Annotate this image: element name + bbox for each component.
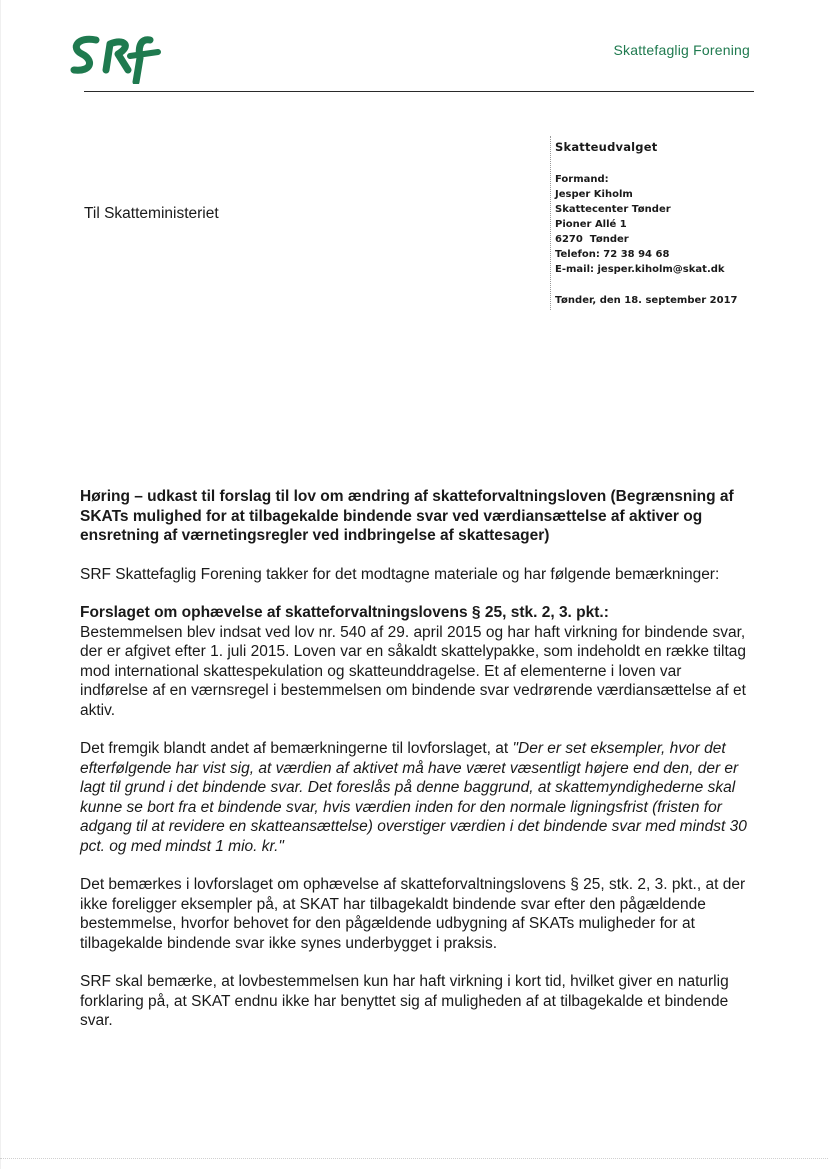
recipient: Til Skatteministeriet [84,205,219,222]
intro-paragraph: SRF Skattefaglig Forening takker for det modtagne materiale og har følgende bemærkninger: [80,565,720,583]
section-heading: Forslaget om ophævelse af skatteforvaltningslovens § 25, stk. 2, 3. pkt.: [80,604,609,621]
contact-email: E-mail: jesper.kiholm@skat.dk [555,264,725,275]
contact-line: Skattecenter Tønder [555,204,671,215]
letter-subject: Høring – udkast til forslag til lov om ændring af skatteforvaltningsloven (Begrænsning af SKATs mulighed for at tilbagekalde bindende svar ved værdiansættelse af aktiver og ensretning af værnetingsregler ved indbringelse af skattesager) [80,488,734,544]
page-bottom-edge [0,1158,828,1159]
sender-block [550,136,785,310]
committee-name: Skatteudvalget [555,140,658,154]
letter-date: Tønder, den 18. september 2017 [555,295,738,306]
contact-line: Telefon: 72 38 94 68 [555,249,670,260]
contact-line: Pioner Allé 1 [555,219,627,230]
section-body: Bestemmelsen blev indsat ved lov nr. 540 af 29. april 2015 og har haft virkning for bindende svar, der er afgivet efter 1. juli 2015. Loven var en såkaldt skattelypakke, som indeholdt en række tiltag mod international skattespekulation og skatteunddragelse. Et af elementerne i loven var indførelse af en værnsregel i bestemmelsen om bindende svar vedrørende værdiansættelse af et aktiv. [80,623,747,719]
contact-details [555,172,785,277]
quote-text: "Der er set eksempler, hvor det efterfølgende har vist sig, at værdien af aktivet må have været væsentligt højere end den, der er lagt til grund i det bindende svar. Det foreslås på denne baggrund, at skattemyndighederne skal kunne se bort fra et bindende svar, hvis værdien inden for den normale ligningsfrist (fristen for adgang til at revidere en skatteansættelse) overstiger værdien i det bindende svar med mindst 30 pct. og med mindst 1 mio. kr." [80,740,747,855]
quote-paragraph [80,739,752,856]
contact-line: Jesper Kiholm [555,189,633,200]
paragraph-4: SRF skal bemærke, at lovbestemmelsen kun har haft virkning i kort tid, hvilket giver en naturlig forklaring på, at SKAT endnu ikke har benyttet sig af muligheden af at tilbagekalde et bindende svar. [80,973,729,1029]
letter-body [80,487,752,1050]
header-divider [84,91,754,92]
paragraph-3: Det bemærkes i lovforslaget om ophævelse af skatteforvaltningslovens § 25, stk. 2, 3. pkt., at der ikke foreligger eksempler på, at SKAT har tilbagekaldt bindende svar efter den pågældende bestemmelse, hvorfor behovet for den pågældende udbygning af SKATs muligheder for at tilbagekalde bindende svar ikke synes underbygget i praksis. [80,876,746,952]
contact-line: Formand: [555,174,609,185]
contact-line: 6270 Tønder [555,234,629,245]
quote-lead: Det fremgik blandt andet af bemærkningerne til lovforslaget, at [80,740,513,757]
section-paragraph [80,603,752,720]
organization-name: Skattefaglig Forening [613,42,750,58]
srf-logo [66,30,166,84]
